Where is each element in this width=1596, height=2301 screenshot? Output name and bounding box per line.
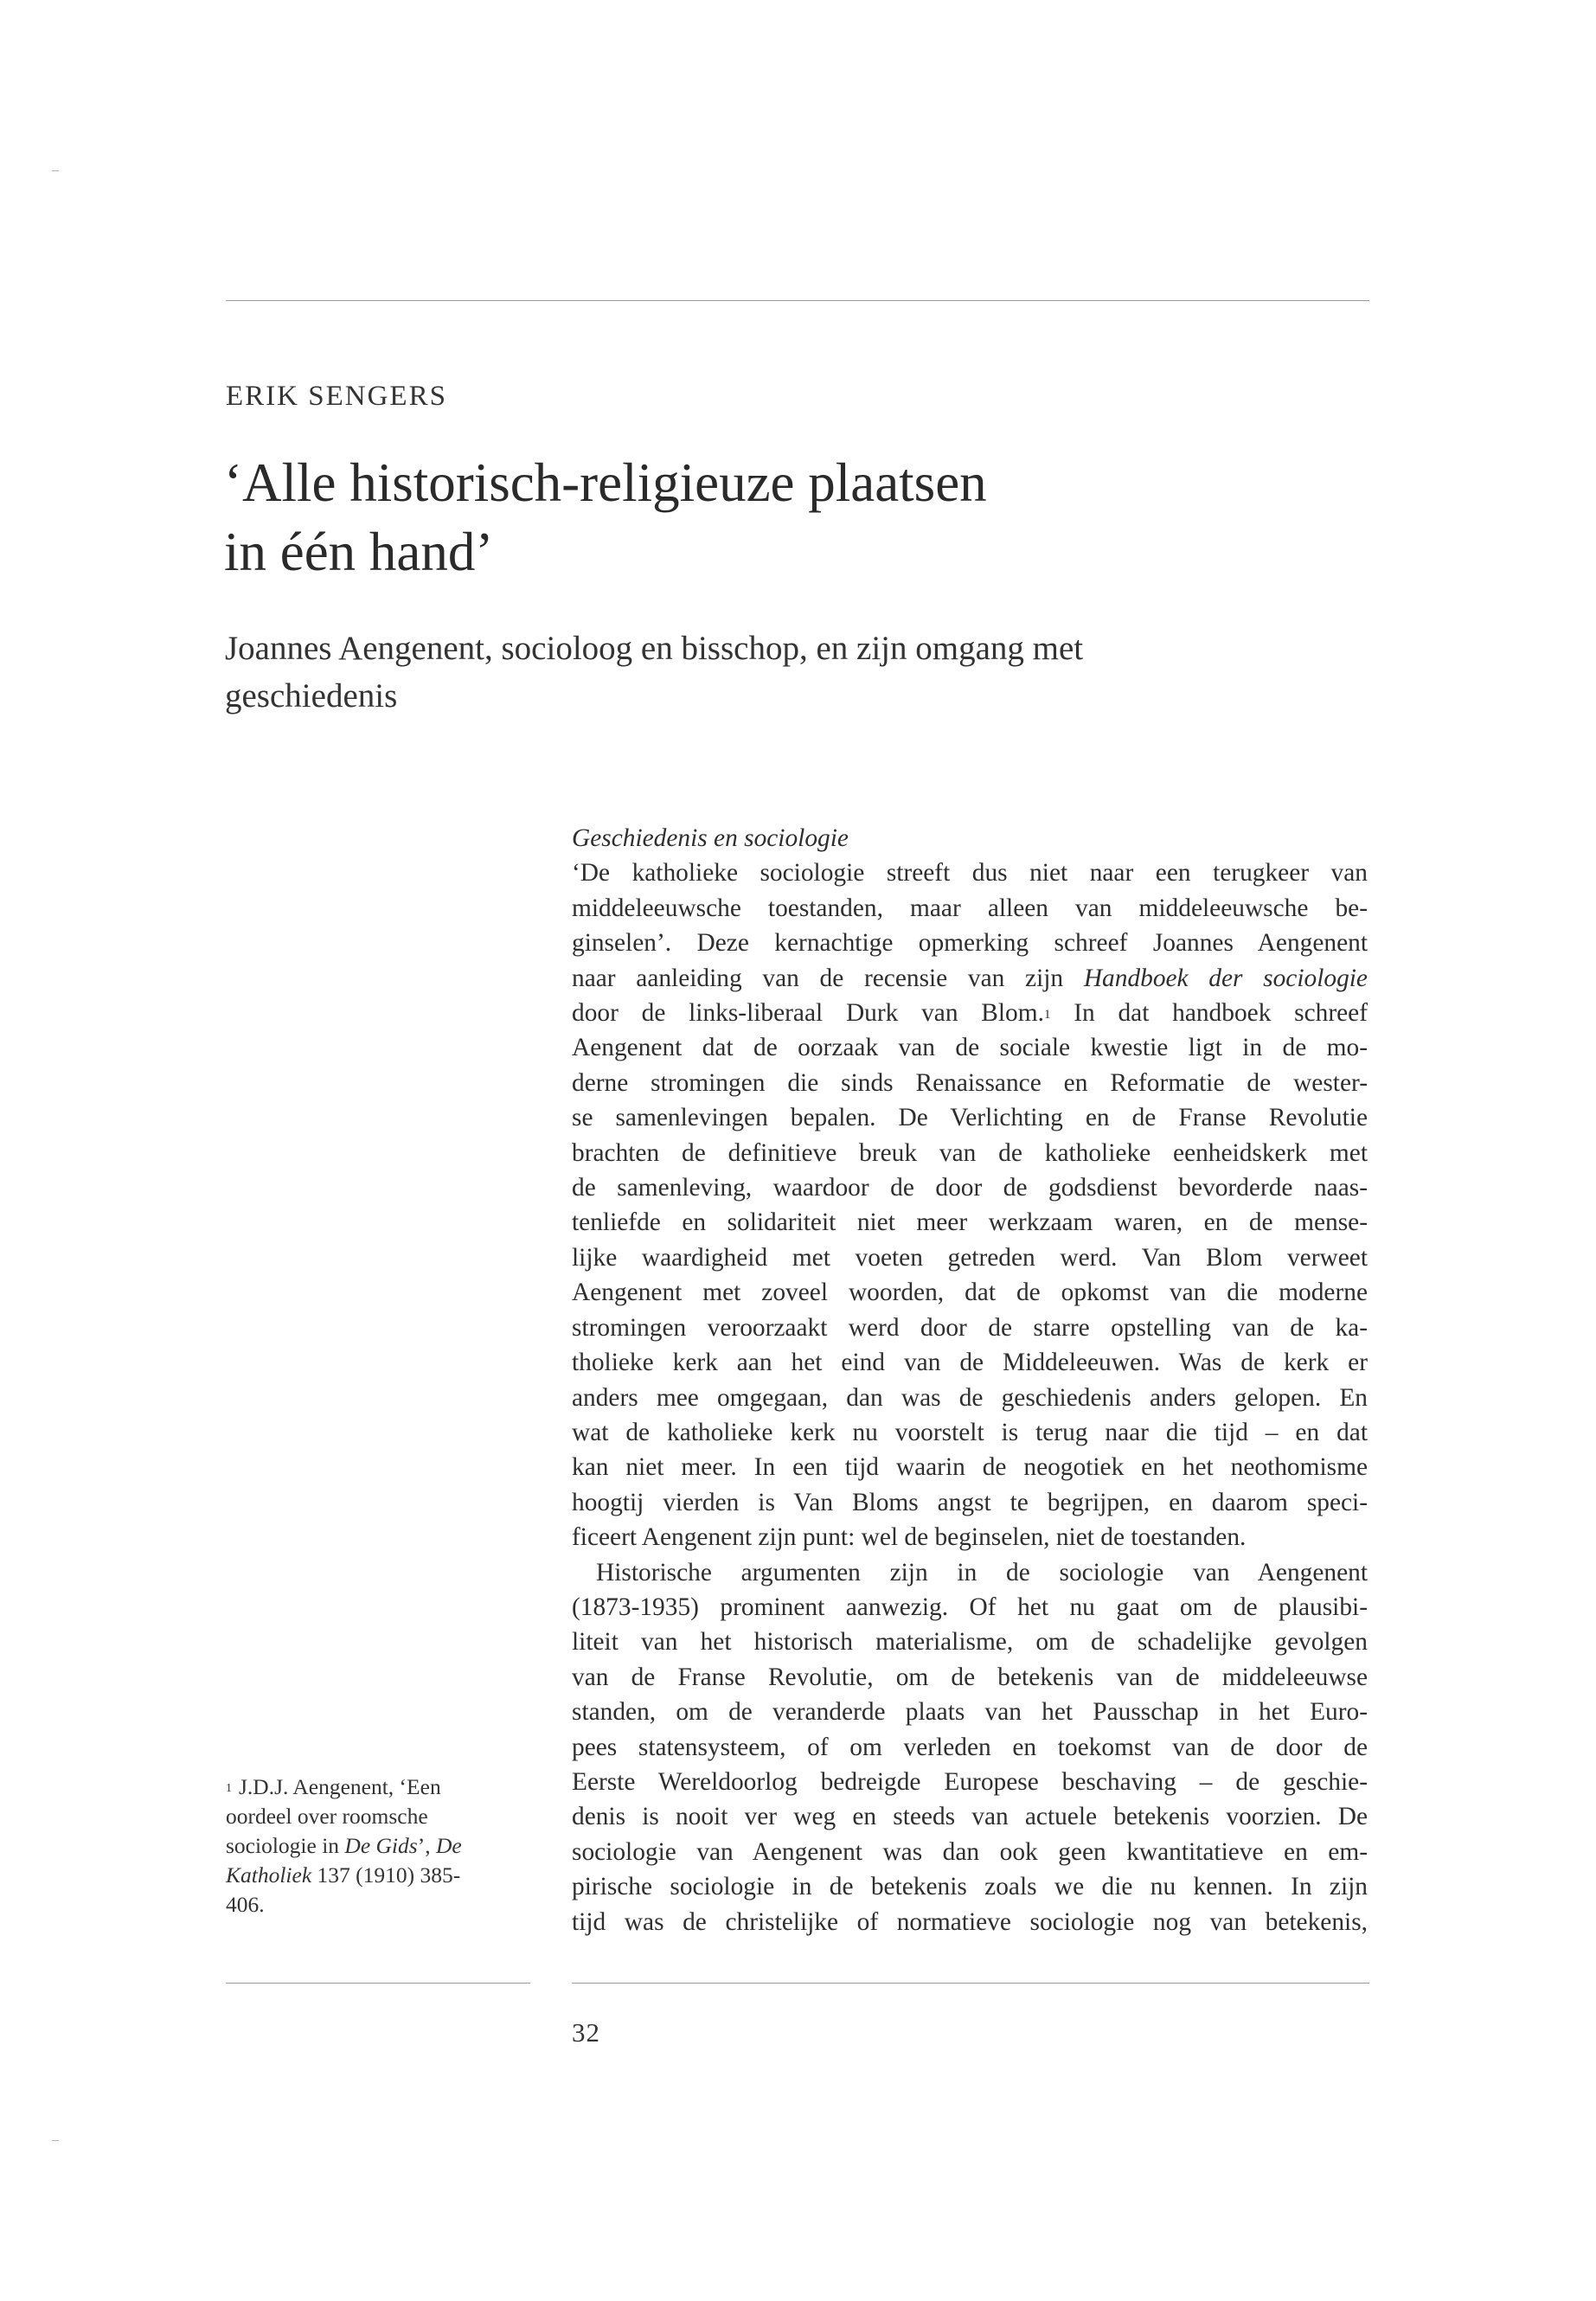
- title-line: ‘Alle historisch-religieuze plaatsen: [224, 452, 987, 513]
- body-line: pees statensysteem, of om verleden en toekomst van de door de: [572, 1733, 1368, 1761]
- subtitle-line: Joannes Aengenent, socioloog en bisschop, en zijn omgang met: [225, 630, 1084, 667]
- bottom-rule: [572, 1983, 1369, 1984]
- footnote-line: [226, 1861, 520, 1890]
- body-line: sociologie van Aengenent was dan ook geen kwantitatieve en em-: [572, 1837, 1368, 1866]
- journal-title: De: [435, 1833, 462, 1858]
- body-line: [572, 961, 1368, 996]
- body-line: kan niet meer. In een tijd waarin de neogotiek en het neothomisme: [572, 1453, 1368, 1482]
- footnote-line: 406.: [226, 1892, 265, 1917]
- footnote-text-run: sociologie in: [226, 1833, 345, 1858]
- body-line: lijke waardigheid met voeten getreden werd. Van Blom verweet: [572, 1243, 1368, 1272]
- body-line: tholieke kerk aan het eind van de Middeleeuwen. Was de kerk er: [572, 1349, 1368, 1377]
- footnote-text-run: 137 (1910) 385-: [311, 1862, 461, 1888]
- body-line: Aengenent dat de oorzaak van de sociale kwestie ligt in de mo-: [572, 1034, 1368, 1062]
- body-line: denis is nooit ver weg en steeds van actuele betekenis voorzien. De: [572, 1803, 1368, 1831]
- body-line: [572, 996, 1368, 1030]
- book-title: Handboek der sociologie: [1083, 964, 1368, 992]
- article-title: [224, 448, 1349, 586]
- body-text-run: naar aanleiding van de recensie van zijn: [572, 964, 1084, 992]
- body-text-run: door de links-liberaal Durk van Blom.: [572, 999, 1044, 1028]
- footnote-line: oordeel over roomsche: [226, 1804, 428, 1829]
- footnote-text-run: ’,: [417, 1833, 436, 1858]
- body-line: de samenleving, waardoor de door de godsdienst bevorderde naas-: [572, 1174, 1368, 1202]
- footnote-number: 1: [226, 1782, 232, 1795]
- article-subtitle: [225, 625, 1349, 720]
- journal-title: De Gids: [344, 1833, 418, 1858]
- body-line: ficeert Aengenent zijn punt: wel de beginselen, niet de toestanden.: [572, 1523, 1247, 1552]
- footnote-rule: [226, 1983, 530, 1984]
- crop-mark-top-left: [52, 170, 59, 171]
- journal-title: Katholiek: [226, 1862, 312, 1888]
- body-line: liteit van het historisch materialisme, om de schadelijke gevolgen: [572, 1628, 1368, 1657]
- body-line: hoogtij vierden is Van Bloms angst te begrijpen, en daarom speci-: [572, 1488, 1368, 1516]
- body-line: tenliefde en solidariteit niet meer werkzaam waren, en de mense-: [572, 1208, 1368, 1237]
- body-line: tijd was de christelijke of normatieve sociologie nog van betekenis,: [572, 1907, 1368, 1936]
- body-line: van de Franse Revolutie, om de betekenis van de middeleeuwse: [572, 1663, 1368, 1691]
- body-line: se samenlevingen bepalen. De Verlichting en de Franse Revolutie: [572, 1104, 1368, 1132]
- footnote-line: [226, 1831, 520, 1861]
- footnote-reference[interactable]: 1: [1043, 1008, 1051, 1022]
- body-line: stromingen veroorzaakt werd door de starre opstelling van de ka-: [572, 1313, 1368, 1342]
- top-rule: [226, 300, 1369, 301]
- author-name: ERIK SENGERS: [226, 381, 447, 412]
- body-line: derne stromingen die sinds Renaissance en Reformatie de wester-: [572, 1068, 1368, 1097]
- crop-mark-bottom-left: [52, 2140, 59, 2141]
- body-line: anders mee omgegaan, dan was de geschiedenis anders gelopen. En: [572, 1383, 1368, 1412]
- body-line: (1873-1935) prominent aanwezig. Of het nu gaat om de plausibi-: [572, 1593, 1368, 1621]
- body-line: ginselen’. Deze kernachtige opmerking schreef Joannes Aengenent: [572, 929, 1368, 958]
- page-number: 32: [572, 2017, 600, 2048]
- body-line: brachten de definitieve breuk van de katholieke eenheidskerk met: [572, 1138, 1368, 1167]
- body-line: Historische argumenten zijn in de sociologie van Aengenent: [596, 1558, 1368, 1586]
- body-line: wat de katholieke kerk nu voorstelt is terug naar die tijd – en dat: [572, 1418, 1368, 1446]
- body-line: Eerste Wereldoorlog bedreigde Europese beschaving – de geschie-: [572, 1767, 1368, 1796]
- body-text: [572, 821, 1368, 1939]
- title-line: in één hand’: [224, 522, 494, 582]
- footnote: [226, 1772, 520, 1920]
- body-line: ‘De katholieke sociologie streeft dus niet naar een terugkeer van: [572, 859, 1368, 888]
- subtitle-line: geschiedenis: [225, 677, 398, 715]
- body-text-run: In dat handboek schreef: [1050, 999, 1368, 1028]
- body-line: middeleeuwsche toestanden, maar alleen van middeleeuwsche be-: [572, 894, 1368, 922]
- body-line: Aengenent met zoveel woorden, dat de opkomst van die moderne: [572, 1279, 1368, 1307]
- section-heading: Geschiedenis en sociologie: [572, 824, 849, 852]
- footnote-text-run: J.D.J. Aengenent, ‘Een: [239, 1774, 441, 1799]
- footnote-line: [226, 1772, 520, 1802]
- body-line: standen, om de veranderde plaats van het Pausschap in het Euro-: [572, 1698, 1368, 1727]
- body-line: pirische sociologie in de betekenis zoals we die nu kennen. In zijn: [572, 1873, 1368, 1901]
